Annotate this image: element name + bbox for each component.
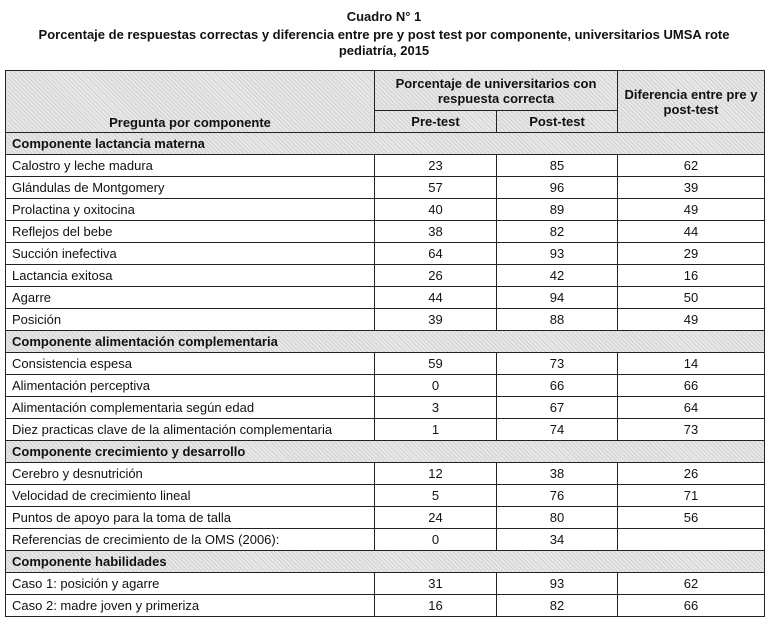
table-row [6,463,765,485]
posttest-cell: 34 [497,529,618,551]
pretest-cell: 57 [375,177,497,199]
table-row [6,199,765,221]
posttest-cell: 89 [497,199,618,221]
question-cell: Lactancia exitosa [6,265,375,287]
question-cell: Caso 2: madre joven y primeriza [6,595,375,617]
table-body [6,133,765,617]
difference-cell: 26 [618,463,765,485]
difference-cell: 29 [618,243,765,265]
table-row [6,595,765,617]
posttest-cell: 93 [497,243,618,265]
difference-cell: 66 [618,595,765,617]
pretest-cell: 3 [375,397,497,419]
table-row [6,507,765,529]
question-cell: Calostro y leche madura [6,155,375,177]
question-cell: Consistencia espesa [6,353,375,375]
difference-cell: 49 [618,199,765,221]
pretest-cell: 0 [375,529,497,551]
posttest-cell: 73 [497,353,618,375]
pretest-cell: 16 [375,595,497,617]
table-row [6,397,765,419]
table-row [6,221,765,243]
pretest-cell: 39 [375,309,497,331]
pretest-column-header: Pre-test [375,111,497,133]
section-row [6,441,765,463]
question-cell: Diez practicas clave de la alimentación complementaria [6,419,375,441]
section-row [6,133,765,155]
table-row [6,177,765,199]
pretest-cell: 40 [375,199,497,221]
difference-cell: 39 [618,177,765,199]
difference-cell: 64 [618,397,765,419]
table-row [6,419,765,441]
pretest-cell: 59 [375,353,497,375]
difference-cell: 73 [618,419,765,441]
difference-cell: 49 [618,309,765,331]
table-row [6,375,765,397]
posttest-cell: 85 [497,155,618,177]
posttest-cell: 67 [497,397,618,419]
section-title: Componente crecimiento y desarrollo [6,441,765,463]
table-title: Cuadro N° 1 [346,9,422,24]
difference-cell: 56 [618,507,765,529]
difference-cell: 44 [618,221,765,243]
table-row [6,155,765,177]
pretest-cell: 0 [375,375,497,397]
question-cell: Referencias de crecimiento de la OMS (2006): [6,529,375,551]
table-row [6,309,765,331]
posttest-cell: 94 [497,287,618,309]
question-cell: Agarre [6,287,375,309]
question-cell: Velocidad de crecimiento lineal [6,485,375,507]
pretest-cell: 38 [375,221,497,243]
question-cell: Prolactina y oxitocina [6,199,375,221]
section-title: Componente habilidades [6,551,765,573]
question-cell: Reflejos del bebe [6,221,375,243]
posttest-cell: 96 [497,177,618,199]
table-row [6,485,765,507]
question-cell: Succión inefectiva [6,243,375,265]
results-table [5,70,765,617]
posttest-cell: 93 [497,573,618,595]
table-row [6,243,765,265]
posttest-cell: 38 [497,463,618,485]
question-cell: Puntos de apoyo para la toma de talla [6,507,375,529]
table-row [6,529,765,551]
question-cell: Alimentación perceptiva [6,375,375,397]
posttest-cell: 88 [497,309,618,331]
table-row [6,287,765,309]
pretest-cell: 64 [375,243,497,265]
difference-cell: 71 [618,485,765,507]
difference-cell [618,529,765,551]
pretest-cell: 26 [375,265,497,287]
difference-cell: 50 [618,287,765,309]
pretest-cell: 24 [375,507,497,529]
pretest-cell: 23 [375,155,497,177]
posttest-cell: 74 [497,419,618,441]
posttest-column-header: Post-test [497,111,618,133]
difference-cell: 66 [618,375,765,397]
section-title: Componente lactancia materna [6,133,765,155]
posttest-cell: 42 [497,265,618,287]
difference-column-header: Diferencia entre pre y post-test [618,71,765,133]
question-cell: Cerebro y desnutrición [6,463,375,485]
section-row [6,331,765,353]
pretest-cell: 31 [375,573,497,595]
section-row [6,551,765,573]
posttest-cell: 82 [497,221,618,243]
table-row [6,573,765,595]
posttest-cell: 82 [497,595,618,617]
difference-cell: 14 [618,353,765,375]
table-subtitle: Porcentaje de respuestas correctas y diferencia entre pre y post test por componente, universitarios UMSA rote pediatría, 2015 [38,27,730,58]
section-title: Componente alimentación complementaria [6,331,765,353]
table-row [6,353,765,375]
pretest-cell: 12 [375,463,497,485]
difference-cell: 16 [618,265,765,287]
posttest-cell: 76 [497,485,618,507]
table-header [6,71,765,133]
difference-cell: 62 [618,155,765,177]
pretest-cell: 1 [375,419,497,441]
question-column-header: Pregunta por componente [6,71,375,133]
posttest-cell: 66 [497,375,618,397]
difference-cell: 62 [618,573,765,595]
question-cell: Caso 1: posición y agarre [6,573,375,595]
question-cell: Posición [6,309,375,331]
table-row [6,265,765,287]
pretest-cell: 44 [375,287,497,309]
posttest-cell: 80 [497,507,618,529]
question-cell: Alimentación complementaria según edad [6,397,375,419]
percentage-group-header: Porcentaje de universitarios con respuesta correcta [375,71,618,111]
pretest-cell: 5 [375,485,497,507]
question-cell: Glándulas de Montgomery [6,177,375,199]
